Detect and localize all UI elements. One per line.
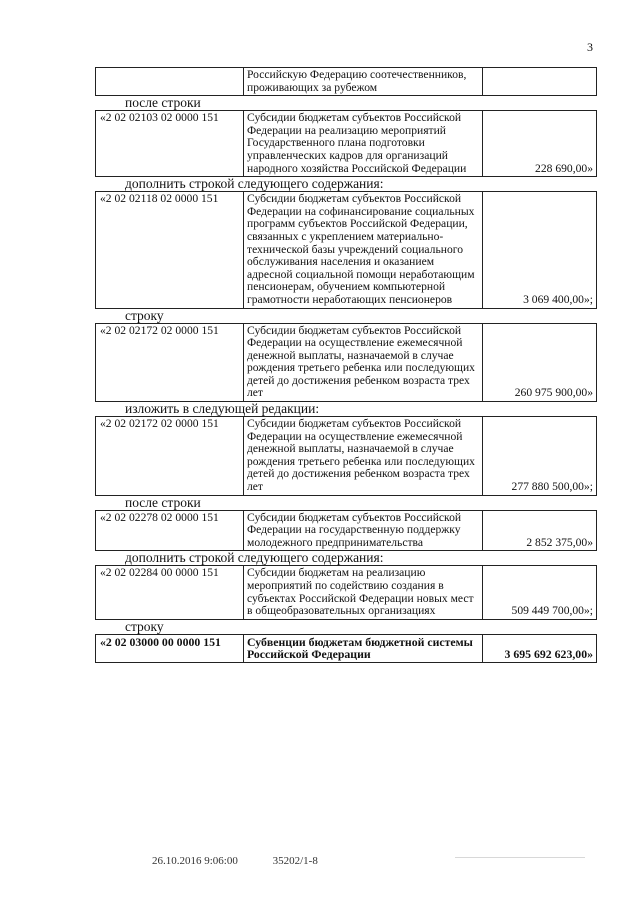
document-footer bbox=[152, 855, 318, 867]
description-cell: Субсидии бюджетам на реализацию мероприятий по содействию создания в субъектах Российской Федерации новых мест в общеобразовательных организациях bbox=[244, 566, 483, 619]
instruction-phrase: дополнить строкой следующего содержания: bbox=[125, 176, 384, 192]
budget-code-cell: «2 02 02172 02 0000 151 bbox=[96, 323, 244, 402]
budget-table-row bbox=[95, 510, 597, 552]
budget-table-row bbox=[95, 191, 597, 308]
amount-cell: 277 880 500,00»; bbox=[483, 417, 597, 496]
budget-table-row bbox=[95, 565, 597, 619]
amount-cell: 3 695 692 623,00» bbox=[483, 634, 597, 662]
description-cell: Субсидии бюджетам субъектов Российской Федерации на осуществление ежемесячной денежной выплаты, назначаемой в случае рождения третьего ребенка или последующих детей до достижения ребенком возраста трех лет bbox=[244, 417, 483, 496]
footer-doc-id: 35202/1-8 bbox=[272, 855, 318, 867]
budget-code-cell: «2 02 03000 00 0000 151 bbox=[96, 634, 244, 662]
instruction-phrase: дополнить строкой следующего содержания: bbox=[125, 550, 384, 566]
budget-table-row bbox=[95, 416, 597, 496]
description-cell: Субсидии бюджетам субъектов Российской Федерации на государственную поддержку молодежного предпринимательства bbox=[244, 510, 483, 551]
budget-code-cell: «2 02 02172 02 0000 151 bbox=[96, 417, 244, 496]
footer-datetime: 26.10.2016 9:06:00 bbox=[152, 855, 238, 867]
instruction-phrase: строку bbox=[125, 618, 164, 634]
budget-table-row bbox=[95, 634, 597, 663]
amount-cell: 509 449 700,00»; bbox=[483, 566, 597, 619]
description-cell: Субсидии бюджетам субъектов Российской Федерации на софинансирование социальных программ субъектов Российской Федерации, связанных с укреплением материально-технической базы учреждений социального обслуживания населения и оказанием адресной социальной помощи неработающим пенсионерам, обучением компьютерной грамотности неработающих пенсионеров bbox=[244, 192, 483, 308]
instruction-phrase: строку bbox=[125, 307, 164, 323]
amount-cell: 228 690,00» bbox=[483, 111, 597, 177]
amount-cell: 3 069 400,00»; bbox=[483, 192, 597, 308]
instruction-phrase: после строки bbox=[125, 95, 201, 111]
budget-code-cell bbox=[96, 68, 244, 96]
scan-artifact bbox=[455, 857, 585, 858]
budget-table-row bbox=[95, 110, 597, 177]
instruction-phrase: после строки bbox=[125, 494, 201, 510]
description-cell: Субсидии бюджетам субъектов Российской Федерации на реализацию мероприятий Государственного плана подготовки управленческих кадров для организаций народного хозяйства Российской Федерации bbox=[244, 111, 483, 177]
amount-cell: 2 852 375,00» bbox=[483, 510, 597, 551]
budget-table-row bbox=[95, 67, 597, 96]
budget-code-cell: «2 02 02278 02 0000 151 bbox=[96, 510, 244, 551]
amount-cell bbox=[483, 68, 597, 96]
description-cell: Субвенции бюджетам бюджетной системы Российской Федерации bbox=[244, 634, 483, 662]
budget-code-cell: «2 02 02284 00 0000 151 bbox=[96, 566, 244, 619]
page-number: 3 bbox=[587, 40, 593, 54]
budget-code-cell: «2 02 02103 02 0000 151 bbox=[96, 111, 244, 177]
description-cell: Субсидии бюджетам субъектов Российской Федерации на осуществление ежемесячной денежной выплаты, назначаемой в случае рождения третьего ребенка или последующих детей до достижения ребенком возраста трех лет bbox=[244, 323, 483, 402]
description-cell: Российскую Федерацию соотечественников, проживающих за рубежом bbox=[244, 68, 483, 96]
document-body bbox=[95, 67, 597, 663]
budget-table-row bbox=[95, 323, 597, 403]
budget-code-cell: «2 02 02118 02 0000 151 bbox=[96, 192, 244, 308]
instruction-phrase: изложить в следующей редакции: bbox=[125, 401, 320, 417]
amount-cell: 260 975 900,00» bbox=[483, 323, 597, 402]
